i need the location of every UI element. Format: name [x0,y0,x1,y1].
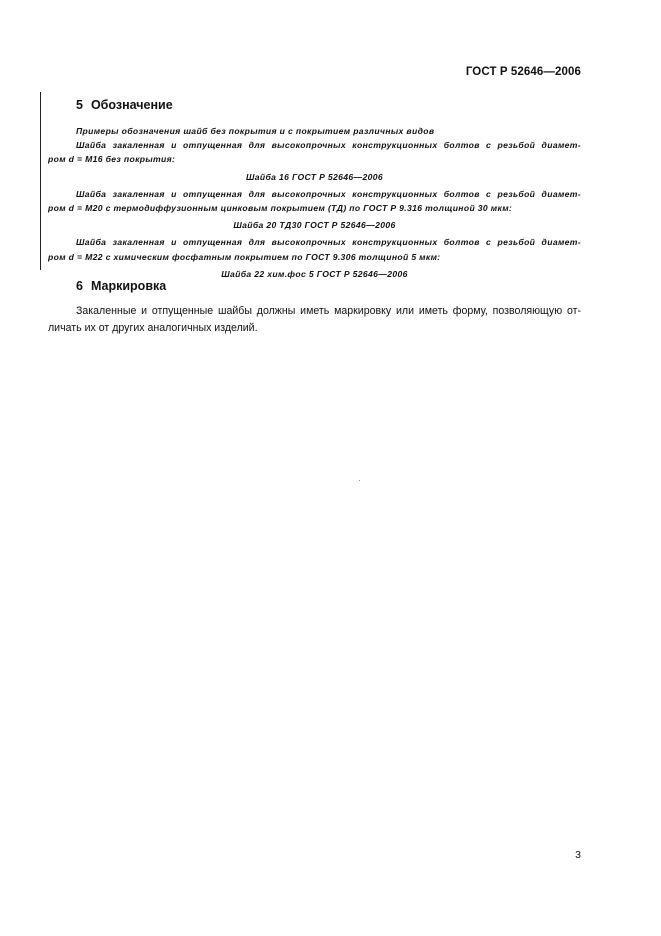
example-1-line-1: Шайба закаленная и отпущенная для высокопрочных конструкционных болтов с резьбой диамет- [76,140,581,151]
example-3-designation: Шайба 22 хим.фос 5 ГОСТ Р 52646—2006 [221,268,408,279]
marking-paragraph [48,303,581,336]
section-5-number: 5 [76,98,83,112]
page-number: 3 [575,849,581,861]
example-3-line-1: Шайба закаленная и отпущенная для высокопрочных конструкционных болтов с резьбой диамет- [76,237,581,248]
example-2-line-1: Шайба закаленная и отпущенная для высокопрочных конструкционных болтов с резьбой диамет- [76,188,581,199]
designation-examples [48,124,581,284]
example-3-line-2: ром d = М22 с химическим фосфатным покрытием по ГОСТ 9.306 толщиной 5 мкм: [48,251,441,262]
document-code: ГОСТ Р 52646—2006 [465,66,581,78]
examples-intro: Примеры обозначения шайб без покрытия и с покрытием различных видов [76,126,435,136]
section-6-heading [76,279,166,293]
marking-line-2: личать их от других аналогичных изделий. [48,321,258,334]
section-6-title: Маркировка [90,279,167,293]
example-1-line-2: ром d = М16 без покрытия: [48,154,176,165]
revision-margin-bar [40,92,41,270]
marking-line-1: Закаленные и отпущенные шайбы должны иметь маркировку или иметь форму, позволяющую от- [76,305,581,317]
scan-speck [359,480,360,481]
example-1-designation: Шайба 16 ГОСТ Р 52646—2006 [245,171,384,182]
example-2-line-2: ром d = М20 с термодиффузионным цинковым покрытием (ТД) по ГОСТ Р 9.316 толщиной 30 мкм: [48,203,513,214]
section-6-number: 6 [76,279,83,293]
example-2-designation: Шайба 20 ТД30 ГОСТ Р 52646—2006 [233,220,396,231]
section-5-title: Обозначение [90,98,173,112]
section-5-heading [76,98,173,112]
